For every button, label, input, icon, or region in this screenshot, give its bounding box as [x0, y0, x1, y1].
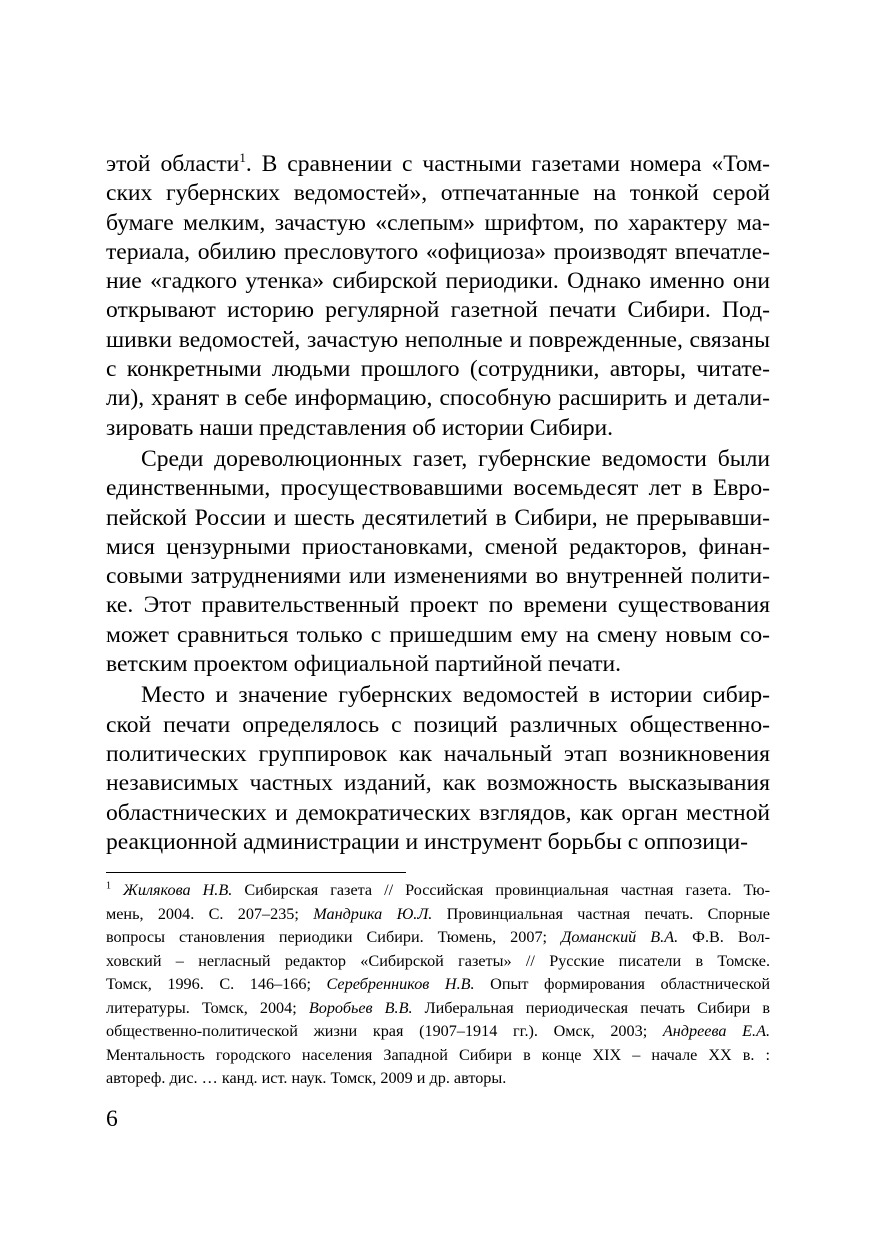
footnote-line: мень, 2004. С. 207–235; Мандрика Ю.Л. Провинциальная частная печать. Спорные: [106, 904, 770, 923]
text-line: политических группировок как начальный этап возникновения: [106, 740, 770, 767]
text-line: ской печати определялось с позиций различных общественно-: [106, 711, 770, 738]
text-line: ветским проектом официальной партийной печати.: [106, 651, 622, 678]
author-name: Доманский В.А.: [561, 928, 679, 946]
text-line: Среди дореволюционных газет, губернские ведомости были: [141, 445, 770, 472]
footnote-line: $^1$ Жилякова Н.В. Сибирская газета // Российская провинциальная частная газета. Тю-: [106, 880, 771, 899]
text-line: с конкретными людьми прошлого (сотрудники, авторы, читате-: [106, 356, 770, 383]
paragraph: [106, 150, 770, 443]
text-line: шивки ведомостей, зачастую неполные и поврежденные, связаны: [106, 326, 770, 353]
author-name: Мандрика Ю.Л.: [313, 904, 433, 923]
text-line: зировать наши представления об истории Сибири.: [106, 414, 614, 441]
author-name: Серебренников Н.В.: [326, 975, 475, 993]
text-line: областнических и демократических взглядов, как орган местной: [106, 799, 770, 826]
paragraph: [106, 681, 770, 857]
main-text: [106, 150, 770, 857]
text-line: может сравниться только с пришедшим ему на смену новым со-: [106, 621, 770, 648]
text-line: бумаге мелким, зачастую «слепым» шрифтом, по характеру ма-: [106, 209, 770, 236]
footnote-line: литературы. Томск, 2004; Воробьев В.В. Либеральная периодическая печать Сибири в: [106, 998, 771, 1017]
text-line: независимых частных изданий, как возможность высказывания: [106, 770, 770, 797]
footnotes: [106, 879, 770, 1091]
footnote-reference[interactable]: 1: [239, 150, 246, 166]
page-number: 6: [106, 1106, 118, 1132]
author-name: Воробьев В.В.: [308, 998, 413, 1017]
footnote-line: Томск, 1996. С. 146–166; Серебренников Н.В. Опыт формирования областнической: [106, 975, 771, 993]
text-line: пейской России и шесть десятилетий в Сибири, не прерывавши-: [106, 504, 770, 531]
text-line: ние «гадкого утенка» сибирской периодики. Однако именно они: [106, 268, 770, 295]
footnote-line: автореф. дис. … канд. ист. наук. Томск, 2009 и др. авторы.: [106, 1069, 507, 1087]
text-line: единственными, просуществовавшими восемьдесят лет в Евро-: [106, 475, 770, 502]
paragraph: [106, 445, 770, 679]
text-line: реакционной администрации и инструмент борьбы с оппозици-: [106, 828, 748, 855]
footnote-marker: 1: [106, 880, 111, 892]
text-line: открывают историю регулярной газетной печати Сибири. Под-: [106, 297, 770, 324]
text-line: ке. Этот правительственный проект по времени существования: [106, 592, 770, 619]
text-line: Место и значение губернских ведомостей в истории сибир-: [141, 682, 770, 709]
text-line: териала, обилию пресловутого «официоза» производят впечатле-: [106, 238, 770, 265]
text-line: совыми затруднениями или изменениями во внутренней полити-: [106, 563, 770, 590]
footnote-line: Ментальность городского населения Западной Сибири в конце XIX – начале XX в. :: [106, 1045, 770, 1064]
footnote-separator: [106, 872, 406, 873]
footnote-line: общественно-политической жизни края (1907–1914 гг.). Омск, 2003; Андреева Е.А.: [106, 1022, 770, 1040]
text-line: мися цензурными приостановками, сменой редакторов, финан-: [106, 533, 770, 560]
author-name: Жилякова Н.В.: [123, 881, 233, 899]
author-name: Андреева Е.А.: [662, 1022, 770, 1040]
text-line: ских губернских ведомостей», отпечатанные на тонкой серой: [106, 180, 770, 207]
text-line: ли), хранят в себе информацию, способную расширить и детали-: [106, 385, 770, 412]
footnote-line: вопросы становления периодики Сибири. Тюмень, 2007; Доманский В.А. Ф.В. Вол-: [106, 928, 770, 946]
footnote-line: ховский – негласный редактор «Сибирской газеты» // Русские писатели в Томске.: [106, 951, 770, 970]
text-line: этой области$^1$. В сравнении с частными газетами номера «Том-: [106, 150, 770, 177]
